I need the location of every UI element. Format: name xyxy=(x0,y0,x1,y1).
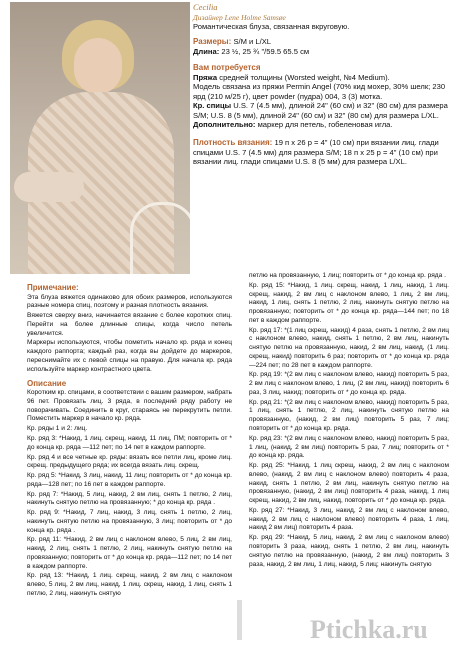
row-para: Кр. ряд 21: *(2 вм лиц с наклоном влево, накид) повторить 5 раз, 1 лиц, снять 1 петлю, 2 лиц, накинуть снятую петлю на провязанную, (накид, 2 вм лиц) повторить 5 раз, 7 лиц; повторить от * до конца кр. ряда. xyxy=(249,398,449,433)
desc-para: Кр. ряд 11: *Накид, 2 вм лиц с наклоном влево, 5 лиц, 2 вм лиц, накид, 2 лиц, снять 1 петлю, 2 лиц, накинуть снятую петлю на провязанную; повторить от * до конца кр. ряда—112 пет; по 14 пет в каждом раппорте. xyxy=(27,536,232,570)
row-para: Кр. ряд 23: *(2 вм лиц с наклоном влево, накид) повторить 5 раз, 1 лиц, (накид, 2 вм лиц) повторить 5 раз, 7 лиц; повторить от * до конца кр. ряда. xyxy=(249,434,449,460)
row-para: Кр. ряд 27: *Накид, 3 лиц, накид, 2 вм лиц с наклоном влево, накид, 2 вм лиц с наклоном влево) повторить 4 раза, 1 лиц, накид 2 вм лиц) повторить 4 раза. xyxy=(249,506,449,532)
row-para: Кр. ряд 15: *Накид, 1 лиц. скрещ, накид, 1 лиц, накид, 1 лиц. скрещ, накид, 2 вм лиц с наклоном влево, 1 лиц, 2 вм лиц, накид, 1 лиц, снять 1 петлю, 2 лиц, накинуть снятую петлю на провязанную; повторить от * до конца кр. ряда—144 пет; по 18 пет в каждом раппорте. xyxy=(249,281,449,324)
row-para: Кр. ряд 19: *(2 вм лиц с наклоном влево, накид) повторить 5 раз, 2 вм лиц с наклоном влево, 1 лиц, (2 вм лиц, накид) повторить 6 раз, 3 лиц, накид; повторить от * до конца кр. ряда. xyxy=(249,371,449,396)
watermark-logo: Ptichka.ru xyxy=(310,615,428,644)
note-para: Эта блуза вяжется одинаково для обоих размеров, используются разные номера спиц, поэтому и разная плотность вязания. xyxy=(27,293,232,310)
pattern-header xyxy=(193,2,455,167)
page-scroll-indicator xyxy=(237,600,242,640)
right-column xyxy=(249,272,449,570)
model-yarn-line: Модель связана из пряжи Permin Angel (70% кид мохер, 30% шелк; 230 ярд (210 м/25 г), цвет powder (пудра) 004, 3 (3) мотка. xyxy=(193,82,446,101)
pattern-title: Cecilia xyxy=(193,2,218,12)
materials-heading: Вам потребуется xyxy=(193,62,261,72)
desc-para: Кр. ряд 13: *Накид, 1 лиц. скрещ, накид, 2 вм лиц с наклоном влево, 5 лиц, 2 вм лиц, накид, 1 лиц. скрещ, накид, 1 лиц, снять 1 петлю, 2 лиц, накинуть снятую xyxy=(27,572,232,597)
sizes-line: Размеры: S/M и L/XL xyxy=(193,37,272,47)
desc-para: Кр. ряд 4 и все четные кр. ряды: вязать все петли лиц, кроме лиц. скрещ. предыдущего ряда; их всегда вязать лиц. скрещ. xyxy=(27,453,232,470)
designer-line: Дизайнер Lene Holme Samsøe xyxy=(193,12,286,22)
pattern-desc: Романтическая блуза, связанная вкруговую. xyxy=(193,22,350,31)
note-para: Маркеры используются, чтобы пометить начало кр. ряда и конец каждого раппорта; каждый раз, когда вы дойдете до маркеров, переснимайте их с левой спицы на правую. Для начала кр. ряда используйте маркер контрастного цвета. xyxy=(27,339,232,373)
desc-para: Кр. ряды 1 и 2: лиц. xyxy=(27,425,88,433)
desc-para: Кр. ряд 7: *Накид, 5 лиц, накид, 2 вм лиц, снять 1 петлю, 2 лиц, накинуть снятую петлю на провязанную; * до конца кр. ряда . xyxy=(27,490,232,507)
desc-para: Коротким кр. спицами, в соответствии с вашим размером, набрать 96 пет. Провязать лиц. 3 ряда, в последний ряду работу не поворачивать. Соединить в круг, стараясь не перекрутить петли. Поместить маркер в начало кр. ряда. xyxy=(27,389,232,423)
row-para: Кр. ряд 17: *(1 лиц скрещ, накид) 4 раза, снять 1 петлю, 2 вм лиц с наклоном влево, накид, снять 1 петлю, 2 вм лиц, накинуть снятую петлю на провязанную, накид, 2 вм лиц, накид, (1 лиц. скрещ, накид) повторить 6 раз; повторить от * до конца кр. ряда—224 пет; по 28 пет в каждом раппорте. xyxy=(249,326,449,369)
yarn-line: Пряжа средней толщины (Worsted weight, №4 Medium). xyxy=(193,72,390,82)
length-line: Длина: 23 ½, 25 ¾ "/59.5 65.5 см xyxy=(193,47,310,57)
model-photo xyxy=(10,2,190,274)
row-para: петлю на провязанную, 1 лиц; повторить от * до конца кр. ряда . xyxy=(249,272,446,279)
description-heading: Описание xyxy=(27,378,67,388)
desc-para: Кр. ряд 9: *Накид, 7 лиц, накид, 3 лиц, снять 1 петлю, 2 лиц, накинуть снятую петлю на провязанную, 3 лиц; повторить от * до конца кр. ряда . xyxy=(27,509,232,534)
needles-line: Кр. спицы U.S. 7 (4.5 мм), длиной 24" (60 см) и 32" (80 см) для размера S/M; U.S. 8 (5 мм), длиной 24" (60 см) и 32" (80 см) для размера L/XL. xyxy=(193,101,448,120)
gauge-line: Плотность вязания: 19 п х 26 р = 4" (10 см) при вязании лиц. глади спицами U.S. 7 (4.5 мм) для размера S/M; 18 п х 25 р = 4" (10 см) при вязании лиц. глади спицами U.S. 8 (5 мм) для размера L/XL. xyxy=(193,137,439,167)
note-para: Вяжется сверху вниз, начинается вязание с более коротких спиц. Перейти на более длинные спицы, когда число петель увеличится. xyxy=(27,312,232,337)
left-column xyxy=(27,283,232,600)
row-para: Кр. ряд 29: *Накид, 5 лиц, накид, 2 вм лиц с наклоном влево) повторить 3 раза, накид, снять 1 петлю, 2 вм лиц, накинуть снятую петлю на провязанную, (накид, 2 вм лиц) повторить 3 раза, накид, 2 вм лиц, 1 лиц, накид, 5 лиц; накинуть снятую xyxy=(249,534,449,568)
notions-line: Дополнительно: маркер для петель, гобеленовая игла. xyxy=(193,120,393,130)
desc-para: Кр. ряд 5: *Накид, 3 лиц, накид, 11 лиц; повторить от * до конца кр. ряда—128 пет; по 16 пет в каждом раппорте. xyxy=(27,472,232,488)
note-heading: Примечание: xyxy=(27,283,79,292)
desc-para: Кр. ряд 3: *Накид, 1 лиц. скрещ, накид, 11 лиц, ПМ; повторить от * до конца кр. ряда —112 пет; по 14 пет в каждом раппорте. xyxy=(27,434,232,451)
row-para: Кр. ряд 25: *Накид, 1 лиц скрещ, накид, 2 вм лиц с наклоном влево, (накид, 2 вм лиц с наклоном влево) повторить 4 раза, накид, снять 1 петлю, 2 вм лиц, накинуть снятую петлю на провязанную, (накид, 2 вм лиц) повторить 4 раза, накид, 1 лиц скрещ, накид, 2 вм лиц, накид, повторить от * до конца кр. ряда. xyxy=(249,462,449,505)
